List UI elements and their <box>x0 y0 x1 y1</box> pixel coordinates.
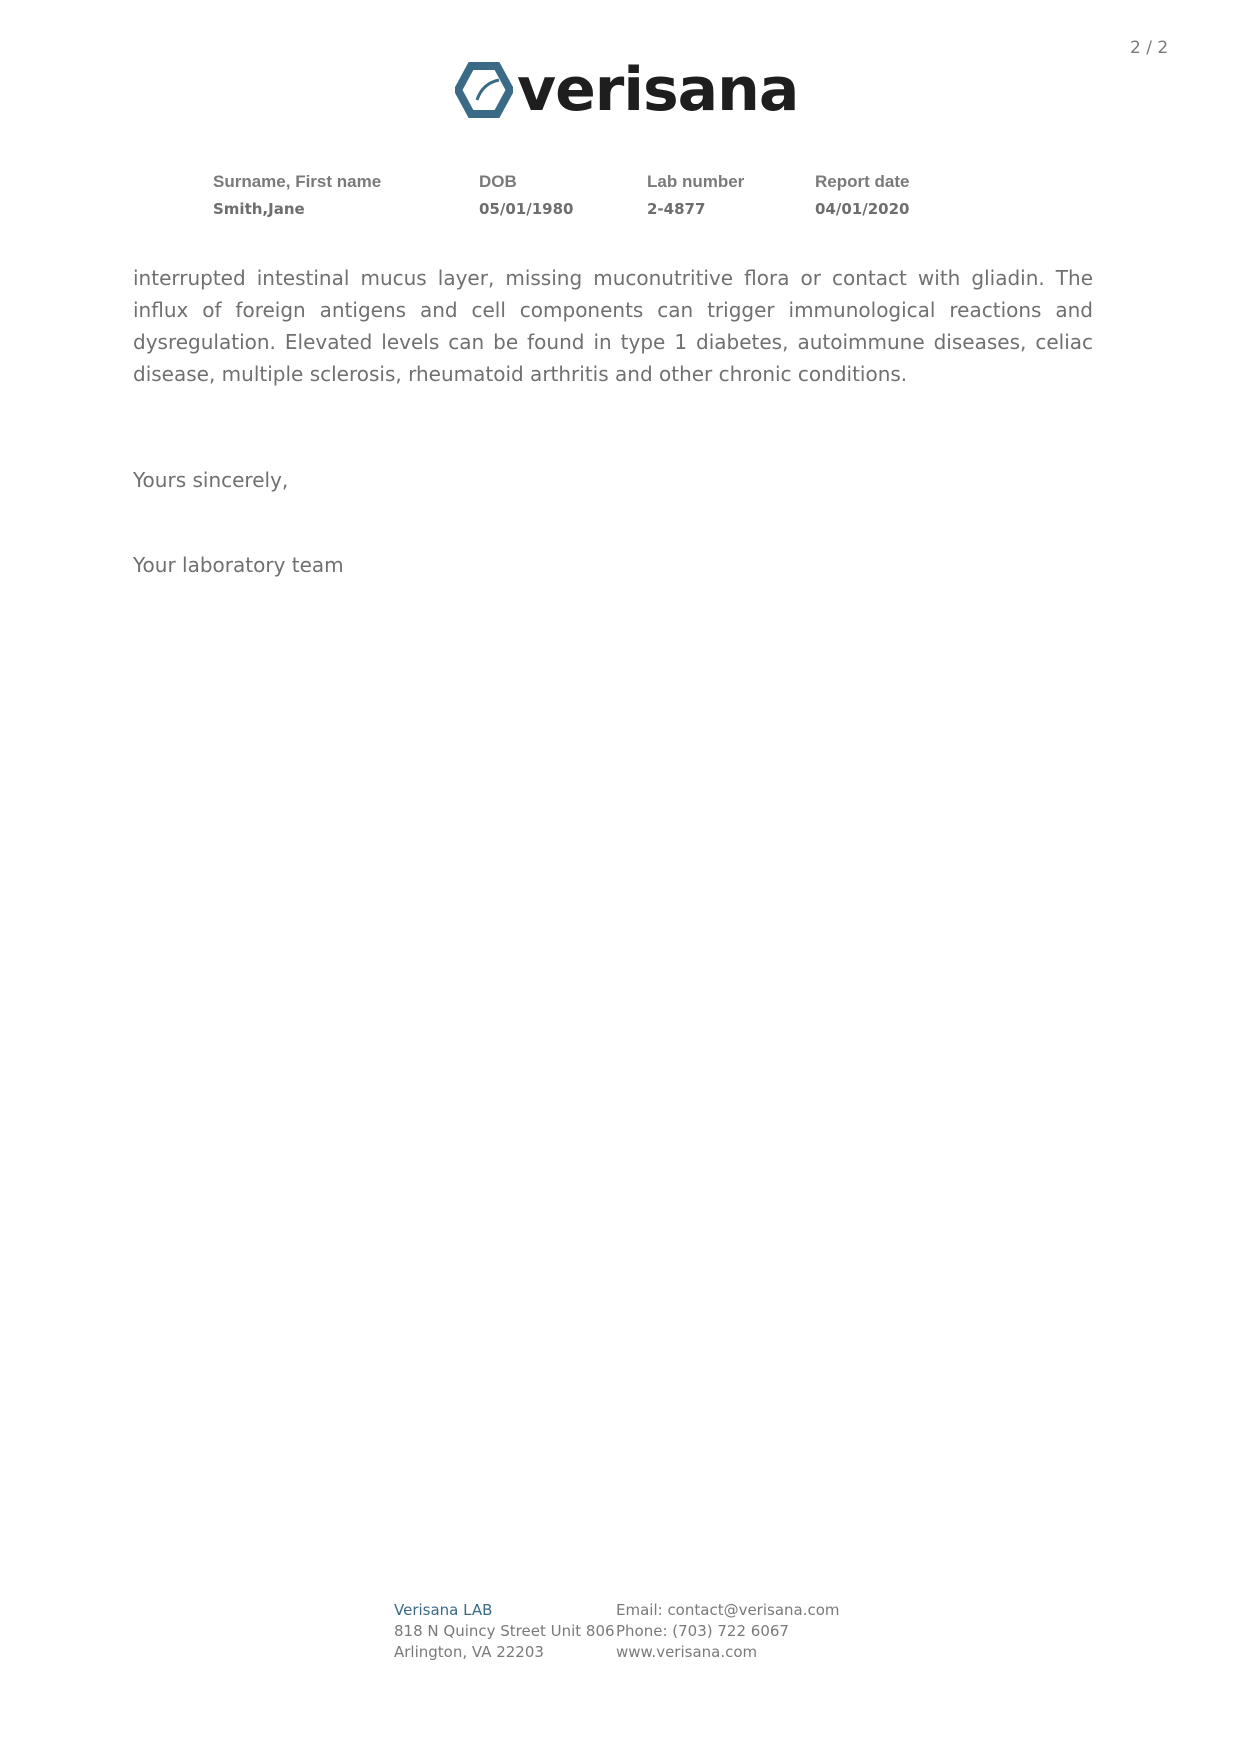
footer-address-line1: 818 N Quincy Street Unit 806 <box>394 1622 615 1640</box>
footer-email[interactable]: Email: contact@verisana.com <box>616 1601 840 1619</box>
patient-name-value: Smith,Jane <box>213 200 305 218</box>
dob-value: 05/01/1980 <box>479 200 574 218</box>
footer-address <box>394 1600 615 1663</box>
footer-company: Verisana LAB <box>394 1601 493 1619</box>
verisana-logo <box>455 55 799 125</box>
page-number: 2 / 2 <box>1130 38 1169 58</box>
logo-brand-text: verisana <box>517 55 799 125</box>
hexagon-logo-icon <box>455 62 513 118</box>
footer-contact <box>616 1600 840 1663</box>
closing-line: Yours sincerely, <box>133 468 289 492</box>
signature-line: Your laboratory team <box>133 553 344 577</box>
footer-address-line2: Arlington, VA 22203 <box>394 1643 544 1661</box>
patient-name-column <box>213 172 381 218</box>
dob-label: DOB <box>479 172 517 191</box>
body-paragraph: interrupted intestinal mucus layer, missing muconutritive flora or contact with gliadin. The influx of foreign antigens and cell components can trigger immunological reactions and dysregulation. Elevated levels can be found in type 1 diabetes, autoimmune diseases, celiac disease, multiple sclerosis, rheumatoid arthritis and other chronic conditions. <box>133 266 1093 386</box>
footer-phone: Phone: (703) 722 6067 <box>616 1622 789 1640</box>
dob-column <box>479 172 573 218</box>
report-date-label: Report date <box>815 172 910 191</box>
report-date-value: 04/01/2020 <box>815 200 910 218</box>
patient-name-label: Surname, First name <box>213 172 382 191</box>
report-date-column <box>815 172 909 218</box>
lab-number-value: 2-4877 <box>647 200 706 218</box>
footer-website[interactable]: www.verisana.com <box>616 1643 758 1661</box>
lab-number-label: Lab number <box>647 172 745 191</box>
lab-number-column <box>647 172 744 218</box>
